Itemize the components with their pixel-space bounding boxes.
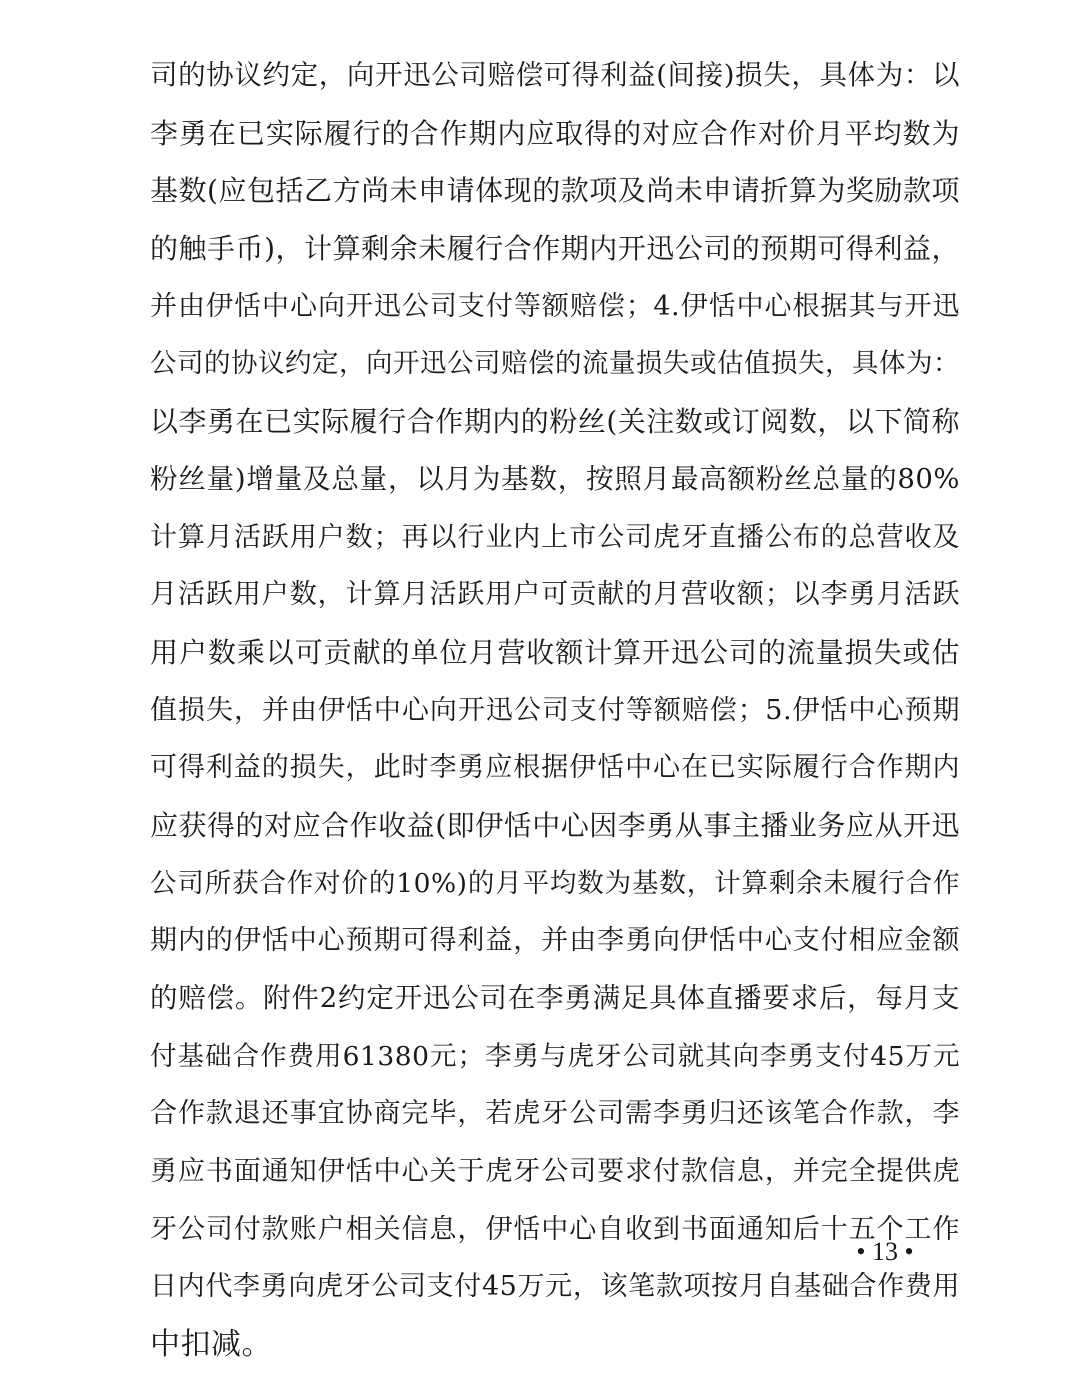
text-line: 粉丝量)增量及总量，以月为基数，按照月最高额粉丝总量的80%: [150, 462, 960, 495]
text-line: 公司所获合作对价的10%)的月平均数为基数，计算剩余未履行合作: [150, 867, 960, 899]
text-line: 应获得的对应合作收益(即伊恬中心因李勇从事主播业务应从开迅: [150, 808, 960, 842]
text-line: 日内代李勇向虎牙公司支付45万元，该笔款项按月自基础合作费用: [150, 1271, 960, 1303]
text-line-last: 中扣减。: [150, 1327, 272, 1363]
text-line: 值损失，并由伊恬中心向开迅公司支付等额赔偿；5.伊恬中心预期: [150, 694, 960, 726]
text-line: 的触手币)，计算剩余未履行合作期内开迅公司的预期可得利益，: [150, 232, 960, 266]
text-line: 可得利益的损失，此时李勇应根据伊恬中心在已实际履行合作期内: [150, 752, 960, 784]
text-line: 司的协议约定，向开迅公司赔偿可得利益(间接)损失，具体为：以: [150, 59, 960, 91]
text-line: 勇应书面通知伊恬中心关于虎牙公司要求付款信息，并完全提供虎: [150, 1156, 960, 1188]
body-paragraph: [150, 47, 960, 1374]
text-line: 并由伊恬中心向开迅公司支付等额赔偿；4.伊恬中心根据其与开迅: [150, 290, 960, 322]
text-line: 牙公司付款账户相关信息，伊恬中心自收到书面通知后十五个工作: [150, 1213, 960, 1245]
text-line: 用户数乘以可贡献的单位月营收额计算开迅公司的流量损失或估: [150, 635, 960, 669]
text-line: 期内的伊恬中心预期可得利益，并由李勇向伊恬中心支付相应金额: [150, 925, 960, 957]
text-line: 付基础合作费用61380元；李勇与虎牙公司就其向李勇支付45万元: [150, 1040, 960, 1072]
text-line: 公司的协议约定，向开迅公司赔偿的流量损失或估值损失，具体为：: [150, 348, 960, 380]
text-line: 计算月活跃用户数；再以行业内上市公司虎牙直播公布的总营收及: [150, 521, 960, 553]
text-line: 合作款退还事宜协商完毕，若虎牙公司需李勇归还该笔合作款，李: [150, 1098, 960, 1130]
text-line: 月活跃用户数，计算月活跃用户可贡献的月营收额；以李勇月活跃: [150, 579, 960, 611]
text-line: 以李勇在已实际履行合作期内的粉丝(关注数或订阅数，以下简称: [150, 405, 960, 439]
text-line: 李勇在已实际履行的合作期内应取得的对应合作对价月平均数为: [150, 116, 960, 150]
page-number: • 13 •: [856, 1237, 914, 1266]
text-line: 的赔偿。附件2约定开迅公司在李勇满足具体直播要求后，每月支: [150, 982, 960, 1014]
text-line: 基数(应包括乙方尚未申请体现的款项及尚未申请折算为奖励款项: [150, 174, 960, 208]
